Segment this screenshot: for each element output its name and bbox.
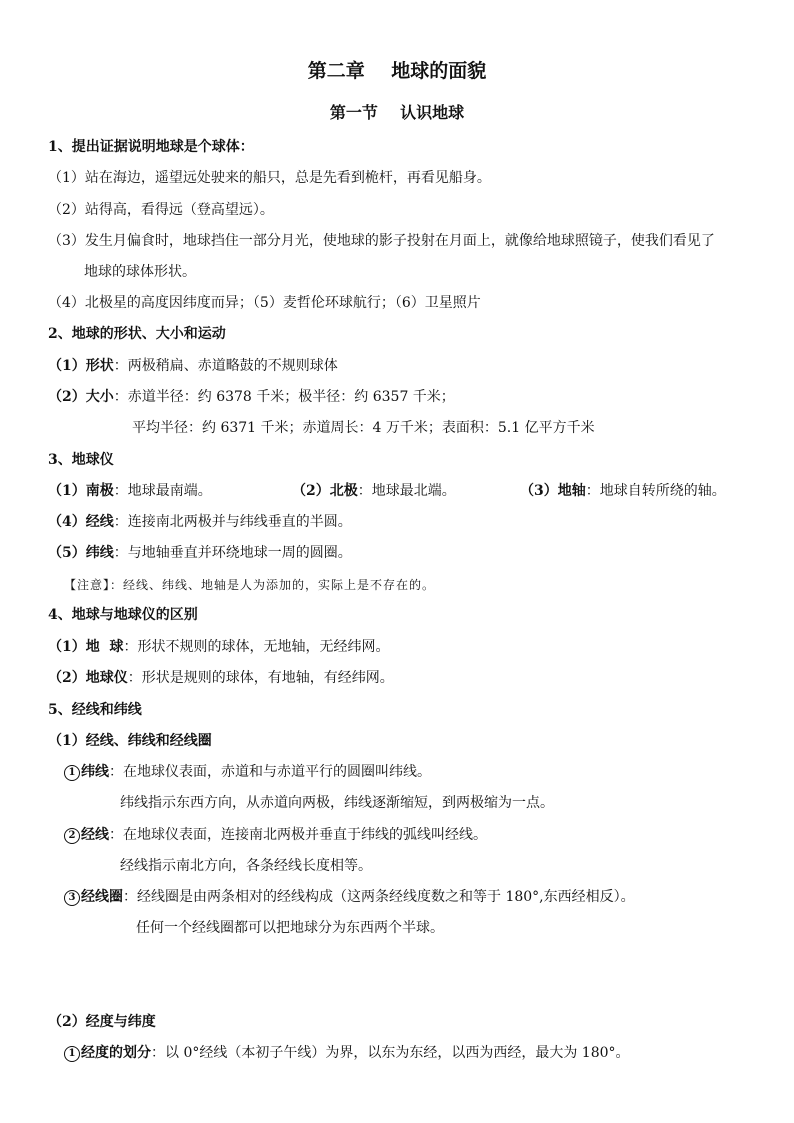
evidence-item-3: （3）发生月偏食时，地球挡住一部分月光，使地球的影子投射在月面上，就像给地球照镜子，使我们看见了: [48, 233, 715, 249]
longitude-line: [64, 826, 487, 844]
earth-axis-text: ：地球自转所绕的轴。: [585, 483, 726, 499]
north-pole-text: ：地球最北端。: [357, 483, 456, 499]
latitude-line: [64, 763, 431, 781]
latitude-text: ：在地球仪表面，赤道和与赤道平行的圆圈叫纬线。: [109, 764, 431, 780]
meridian-circle-text: ：经线圈是由两条相对的经线构成（这两条经线度数之和等于 180°,东西经相反）。: [123, 889, 635, 905]
size-line: [48, 388, 455, 406]
parallel-line: [48, 544, 352, 562]
shape-text: ：两极稍扁、赤道略鼓的不规则球体: [113, 358, 338, 374]
globe-text: ：形状是规则的球体，有地轴，有经纬网。: [127, 670, 394, 686]
south-pole-label: （1）南极: [48, 483, 114, 499]
earth-line: [48, 638, 390, 656]
earth-label: （1）地 球: [48, 639, 124, 655]
evidence-item-2: （2）站得高，看得远（登高望远）。: [48, 202, 274, 218]
meridian-line: [48, 513, 352, 531]
section-5-heading: 5、经线和纬线: [48, 702, 142, 718]
longitude-division-label: 经度的划分: [81, 1045, 151, 1061]
subsection-2-heading: （2）经度与纬度: [48, 1014, 156, 1030]
latitude-line-2: 纬线指示东西方向，从赤道向两极，纬线逐渐缩短，到两极缩为一点。: [120, 795, 554, 811]
circled-number-1b-icon: 1: [64, 1046, 80, 1062]
earth-text: ：形状不规则的球体，无地轴，无经纬网。: [123, 639, 390, 655]
size-text: ：赤道半径：约 6378 千米；极半径：约 6357 千米；: [113, 389, 455, 405]
north-pole-line: [292, 482, 456, 500]
meridian-label: （4）经线: [48, 514, 114, 530]
shape-label: （1）形状: [48, 358, 114, 374]
section-title: 第一节 认识地球: [329, 103, 465, 122]
evidence-item-1: （1）站在海边，遥望远处驶来的船只，总是先看到桅杆，再看见船身。: [48, 170, 491, 186]
north-pole-label: （2）北极: [292, 483, 358, 499]
chapter-title: 第二章 地球的面貌: [307, 60, 487, 82]
circled-number-1-icon: 1: [64, 765, 80, 781]
section-3-heading: 3、地球仪: [48, 452, 114, 468]
parallel-text: ：与地轴垂直并环绕地球一周的圆圈。: [113, 545, 352, 561]
section-4-heading: 4、地球与地球仪的区别: [48, 607, 198, 623]
evidence-item-3-cont: 地球的球体形状。: [84, 264, 196, 280]
globe-line: [48, 669, 394, 687]
meridian-text: ：连接南北两极并与纬线垂直的半圆。: [113, 514, 352, 530]
south-pole-text: ：地球最南端。: [113, 483, 212, 499]
size-label: （2）大小: [48, 389, 114, 405]
parallel-label: （5）纬线: [48, 545, 114, 561]
earth-axis-label: （3）地轴: [520, 483, 586, 499]
meridian-circle-line-2: 任何一个经线圈都可以把地球分为东西两个半球。: [136, 920, 444, 936]
globe-label: （2）地球仪: [48, 670, 128, 686]
meridian-circle-line: [64, 888, 635, 906]
circled-number-3-icon: 3: [64, 890, 80, 906]
section-1-heading: 1、提出证据说明地球是个球体：: [48, 139, 254, 155]
evidence-item-4-6: （4）北极星的高度因纬度而异；（5）麦哲伦环球航行；（6）卫星照片: [48, 295, 481, 311]
earth-axis-line: [520, 482, 726, 500]
section-2-heading: 2、地球的形状、大小和运动: [48, 326, 226, 342]
south-pole-line: [48, 482, 212, 500]
longitude-label: 经线: [81, 827, 109, 843]
note-text: 【注意】：经线、纬线、地轴是人为添加的，实际上是不存在的。: [64, 578, 436, 592]
subsection-1-heading: （1）经线、纬线和经线圈: [48, 733, 212, 749]
size-line-2: 平均半径：约 6371 千米；赤道周长：4 万千米；表面积：5.1 亿平方千米: [132, 420, 595, 436]
longitude-division-text: ：以 0°经线（本初子午线）为界，以东为东经，以西为西经，最大为 180°。: [151, 1045, 630, 1061]
shape-line: [48, 357, 338, 375]
longitude-division-line: [64, 1044, 630, 1062]
circled-number-2-icon: 2: [64, 828, 80, 844]
meridian-circle-label: 经线圈: [81, 889, 123, 905]
longitude-line-2: 经线指示南北方向，各条经线长度相等。: [120, 858, 372, 874]
longitude-text: ：在地球仪表面，连接南北两极并垂直于纬线的弧线叫经线。: [109, 827, 487, 843]
latitude-label: 纬线: [81, 764, 109, 780]
